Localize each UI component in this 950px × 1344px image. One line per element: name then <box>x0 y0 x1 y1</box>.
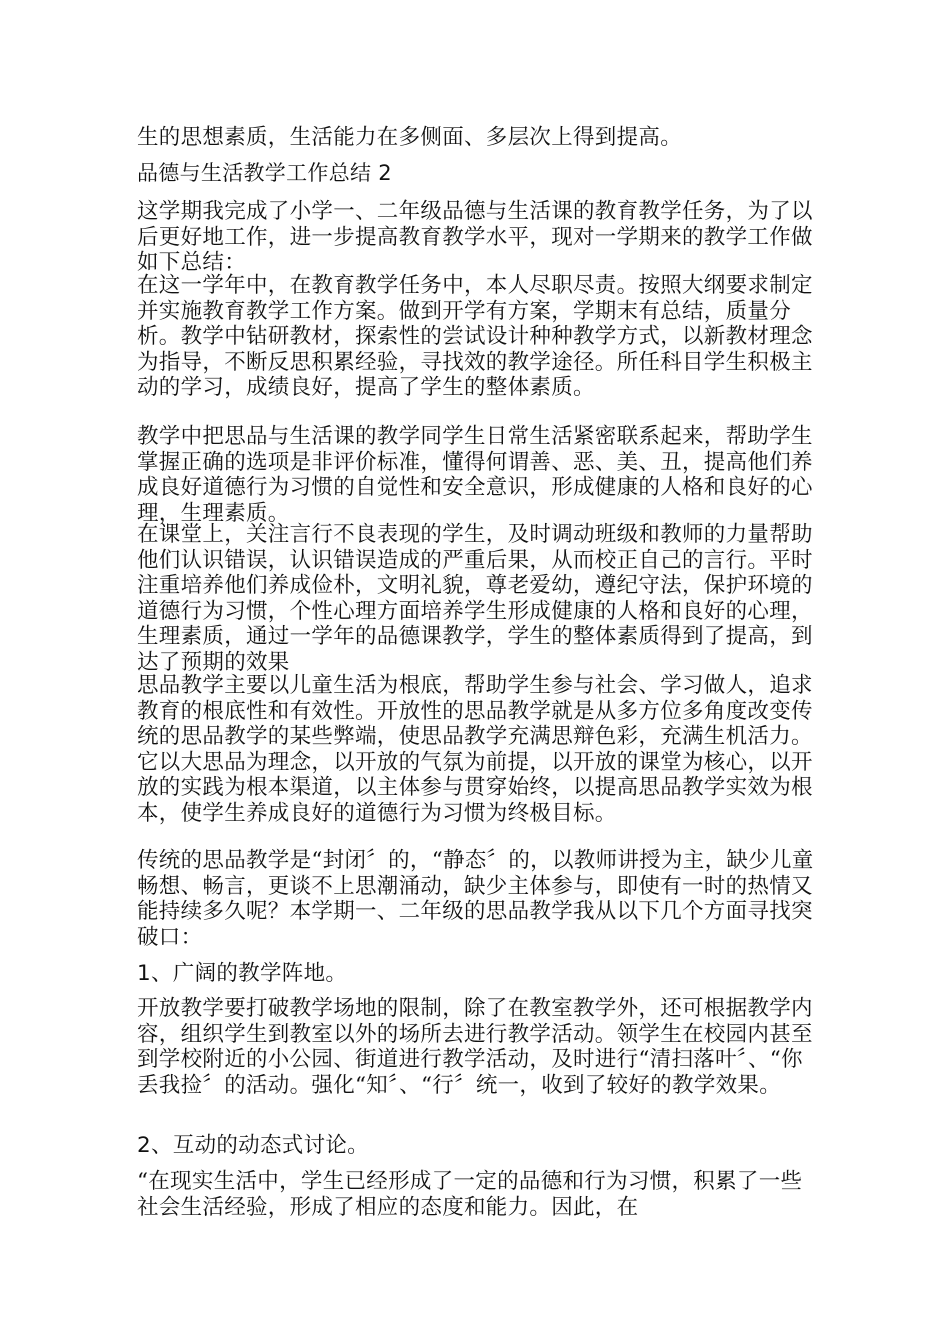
list-item-2: 2、互动的动态式讨论。 <box>137 1133 369 1158</box>
paragraph-venue: 开放教学要打破教学场地的限制，除了在教室教学外，还可根据教学内容，组织学生到教室以外的场所去进行教学活动。领学生在校园内甚至到学校附近的小公园、街道进行教学活动，及时进行“清扫落叶〞、“你丢我捡〞的活动。强化“知〞、“行〞统一，收到了较好的教学效果。 <box>137 996 813 1098</box>
paragraph-daily-life: 教学中把思品与生活课的教学同学生日常生活紧密联系起来，帮助学生掌握正确的选项是非评价标准，懂得何谓善、恶、美、丑，提高他们养成良好道德行为习惯的自觉性和安全意识，形成健康的人格和良好的心理，生理素质。 <box>137 424 813 526</box>
paragraph-open-teaching: 思品教学主要以儿童生活为根底，帮助学生参与社会、学习做人，追求教育的根底性和有效性。开放性的思品教学就是从多方位多角度改变传统的思品教学的某些弊端，使思品教学充满思辩色彩，充满生机活力。它以大思品为理念，以开放的气氛为前提，以开放的课堂为核心，以开放的实践为根本渠道，以主体参与贯穿始终，以提高思品教学实效为根本，使学生养成良好的道德行为习惯为终极目标。 <box>137 673 813 826</box>
opening-line: 生的思想素质，生活能力在多侧面、多层次上得到提高。 <box>137 125 683 150</box>
paragraph-traditional: 传统的思品教学是“封闭〞的，“静态〞的，以教师讲授为主，缺少儿童畅想、畅言，更谈不上思潮涌动，缺少主体参与，即使有一时的热情又能持续多久呢？本学期一、二年级的思品教学我从以下几个方面寻找突破口： <box>137 848 814 950</box>
list-item-1: 1、广阔的教学阵地。 <box>137 961 348 986</box>
paragraph-classroom: 在课堂上，关注言行不良表现的学生，及时调动班级和教师的力量帮助他们认识错误，认识错误造成的严重后果，从而校正自己的言行。平时注重培养他们养成俭朴，文明礼貌，尊老爱幼，遵纪守法，保护环境的道德行为习惯，个性心理方面培养学生形成健康的人格和良好的心理，生理素质，通过一学年的品德课教学，学生的整体素质得到了提高，到达了预期的效果 <box>137 522 813 675</box>
paragraph-intro: 这学期我完成了小学一、二年级品德与生活课的教育教学任务，为了以后更好地工作，进一步提高教育教学水平，现对一学期来的教学工作做如下总结： <box>137 199 813 276</box>
paragraph-duties: 在这一学年中，在教育教学任务中，本人尽职尽责。按照大纲要求制定并实施教育教学工作方案。做到开学有方案，学期末有总结，质量分析。教学中钻研教材，探索性的尝试设计种种教学方式，以新教材理念为指导，不断反思积累经验，寻找效的教学途径。所任科目学生积极主动的学习，成绩良好，提高了学生的整体素质。 <box>137 273 813 401</box>
section-heading: 品德与生活教学工作总结 2 <box>137 161 392 185</box>
paragraph-discussion: “在现实生活中，学生已经形成了一定的品德和行为习惯，积累了一些社会生活经验，形成了相应的态度和能力。因此，在 <box>137 1169 803 1220</box>
